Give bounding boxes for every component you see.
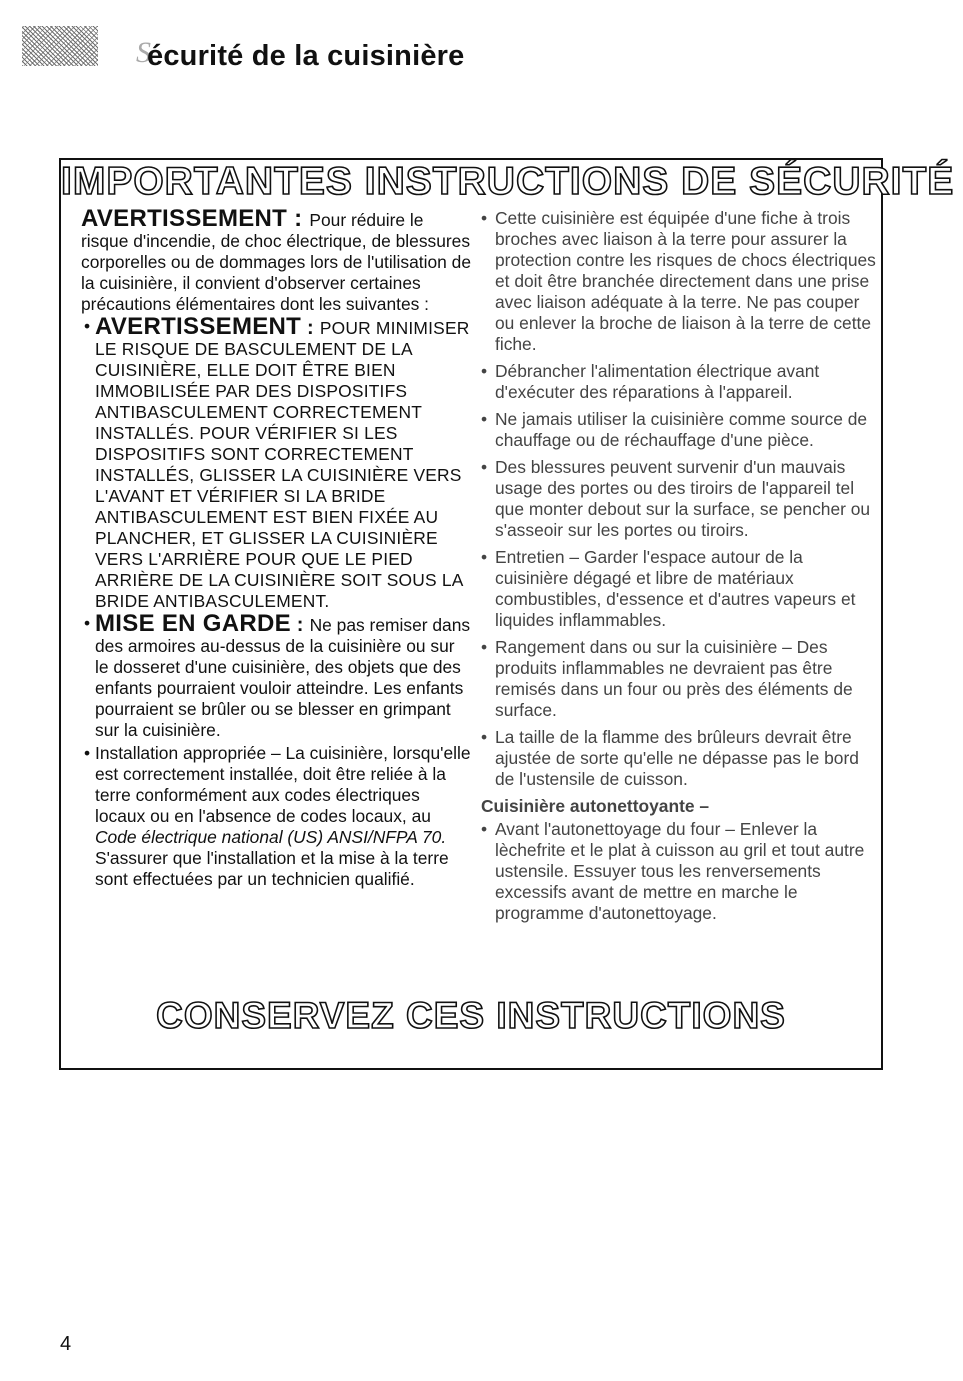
bullet-installation-text-end: S'assurer que l'installation et la mise à la terre sont effectuées par un technicien qualifié. bbox=[95, 848, 449, 889]
bullet-icon: • bbox=[481, 208, 488, 228]
bullet-caution bbox=[81, 610, 471, 741]
right-column bbox=[481, 208, 876, 924]
bullet-caution-label: MISE EN GARDE bbox=[95, 610, 291, 637]
safety-instructions-box bbox=[59, 158, 955, 1070]
list-item-text: Avant l'autonettoyage du four – Enlever la lèchefrite et le plat à cuisson au gril et tout autre ustensile. Essuyer tous les renversements excessifs avant de mettre en marche le programme d'autonettoyage. bbox=[495, 819, 865, 923]
list-item bbox=[481, 208, 876, 355]
list-item-text: Des blessures peuvent survenir d'un mauvais usage des portes ou des tiroirs de l'appareil tel que monter debout sur la surface, se pencher ou s'asseoir sur les portes ou tiroirs. bbox=[495, 457, 871, 540]
list-item-text: Rangement dans ou sur la cuisinière – Des produits inflammables ne devraient pas être remisés dans un four ou près des éléments de surface. bbox=[495, 637, 853, 720]
left-column bbox=[81, 205, 471, 890]
list-item-text: Cette cuisinière est équipée d'une fiche à trois broches avec liaison à la terre pour assurer la protection contre les risques de chocs électriques et doit être branchée directement dans une prise avec liaison adéquate à la terre. Ne pas couper ou enlever la broche de liaison à la terre de cette fiche. bbox=[495, 208, 876, 354]
header-decoration bbox=[22, 26, 98, 66]
list-item-text: Entretien – Garder l'espace autour de la cuisinière dégagé et libre de matériaux combustibles, d'essence et d'autres vapeurs et liquides inflammables. bbox=[495, 547, 856, 630]
bullet-installation-text: Installation appropriée – La cuisinière, lorsqu'elle est correctement installée, doit être reliée à la terre conformément aux codes électriques locaux ou en l'absence de codes locaux, au bbox=[95, 743, 471, 826]
bullet-tip-over-text: POUR MINIMISER LE RISQUE DE BASCULEMENT DE LA CUISINIÈRE, ELLE DOIT ÊTRE BIEN IMMOBILISÉE PAR DES DISPOSITIFS ANTIBASCULEMENT CORRECTEMENT INSTALLÉS. POUR VÉRIFIER SI LES DISPOSITIFS SONT CORRECTEMENT INSTALLÉS, GLISSER LA CUISINIÈRE VERS L'AVANT ET VÉRIFIER SI LA BRIDE ANTIBASCULEMENT EST BIEN FIXÉE AU PLANCHER, ET GLISSER LA CUISINIÈRE VERS L'ARRIÈRE POUR QUE LE PIED ARRIÈRE DE LA CUISINIÈRE SOIT SOUS LA BRIDE ANTIBASCULEMENT. bbox=[95, 318, 470, 611]
bullet-icon: • bbox=[481, 457, 488, 477]
bullet-tip-over-separator: : bbox=[301, 317, 320, 339]
list-item bbox=[481, 547, 876, 631]
list-item bbox=[481, 637, 876, 721]
list-item bbox=[481, 457, 876, 541]
bullet-caution-text: Ne pas remiser dans des armoires au-dessus de la cuisinière ou sur le dosseret d'une cuisinière, des objets que des enfants pourraient vouloir atteindre. Les enfants pourraient se brûler ou se blesser en grimpant sur la cuisinière. bbox=[95, 615, 471, 740]
warning-separator: : bbox=[287, 205, 310, 232]
bullet-caution-separator: : bbox=[290, 614, 310, 636]
bullet-icon: • bbox=[481, 637, 488, 657]
bullet-tip-over-label: AVERTISSEMENT bbox=[95, 313, 302, 340]
warning-label: AVERTISSEMENT bbox=[81, 205, 288, 232]
bullet-tip-over bbox=[81, 313, 471, 612]
header-initial: S bbox=[136, 36, 151, 69]
bullet-icon: • bbox=[481, 819, 488, 839]
bullet-icon: • bbox=[481, 547, 488, 567]
list-item bbox=[481, 409, 876, 451]
list-item-text: La taille de la flamme des brûleurs devrait être ajustée de sorte qu'elle ne dépasse pas le bord de l'ustensile de cuisson. bbox=[495, 727, 859, 789]
list-item bbox=[481, 819, 876, 924]
list-item bbox=[481, 727, 876, 790]
bullet-installation-code: Code électrique national (US) ANSI/NFPA 70. bbox=[95, 827, 447, 847]
bullet-icon: • bbox=[481, 361, 488, 381]
footer-title: CONSERVEZ CES INSTRUCTIONS bbox=[156, 995, 786, 1036]
bullet-icon: • bbox=[481, 409, 488, 429]
self-cleaning-subheading: Cuisinière autonettoyante – bbox=[481, 796, 710, 816]
page-title: écurité de la cuisinière bbox=[147, 40, 465, 72]
bullet-icon: • bbox=[84, 613, 91, 633]
page-number: 4 bbox=[60, 1333, 72, 1355]
list-item-text: Débrancher l'alimentation électrique avant d'exécuter des réparations à l'appareil. bbox=[495, 361, 820, 402]
warning-text: Pour réduire le risque d'incendie, de choc électrique, de blessures corporelles ou de dommages lors de l'utilisation de la cuisinière, il convient d'observer certaines précautions élémentaires dont les suivantes : bbox=[81, 210, 471, 314]
banner-title: IMPORTANTES INSTRUCTIONS DE SÉCURITÉ bbox=[61, 160, 955, 203]
warning-intro bbox=[81, 205, 471, 315]
bullet-installation bbox=[81, 743, 471, 890]
bullet-icon: • bbox=[84, 743, 91, 763]
bullet-icon: • bbox=[481, 727, 488, 747]
bullet-icon: • bbox=[84, 316, 91, 336]
list-item-text: Ne jamais utiliser la cuisinière comme source de chauffage ou de réchauffage d'une pièce. bbox=[495, 409, 868, 450]
list-item bbox=[481, 361, 876, 403]
